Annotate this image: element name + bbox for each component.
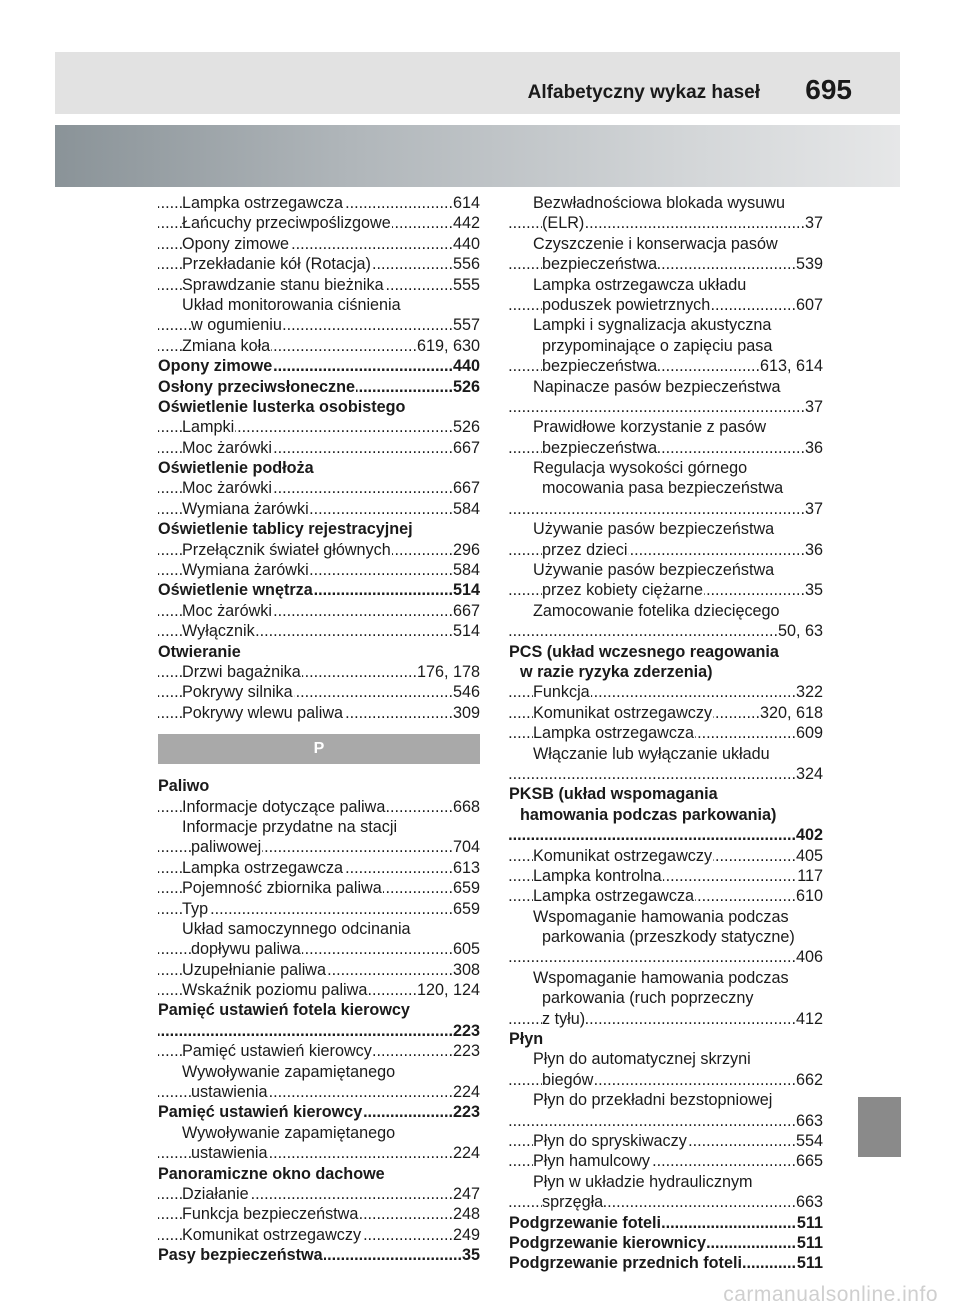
page-ref: 117 — [797, 866, 823, 885]
entry-text: Typ — [182, 899, 209, 918]
page-ref: 511 — [796, 1254, 823, 1273]
entry-text: dopływu paliwa — [191, 940, 301, 959]
entry-text: Osłony przeciwsłoneczne — [158, 377, 356, 396]
entry-text: Bezwładnościowa blokada wysuwu — [533, 194, 785, 212]
index-entry — [509, 1111, 823, 1131]
entry-text: Oświetlenie wnętrza — [158, 581, 313, 600]
page-ref: 619, 630 — [416, 336, 480, 355]
index-entry — [509, 580, 823, 600]
page-ref: 584 — [452, 499, 480, 518]
index-entry — [509, 336, 823, 356]
entry-text: Oświetlenie lusterka osobistego — [158, 397, 406, 416]
index-entry — [158, 1184, 480, 1204]
page-ref: 667 — [452, 438, 480, 457]
entry-text: Funkcja — [533, 683, 590, 702]
index-entry — [158, 560, 480, 580]
index-heading — [509, 642, 823, 662]
entry-text: bezpieczeństwa — [542, 438, 658, 457]
page-ref: 296 — [452, 540, 480, 559]
entry-text: z tyłu) — [542, 1009, 586, 1028]
index-entry — [509, 886, 823, 906]
index-entry — [509, 866, 823, 886]
page-ref: 405 — [795, 846, 823, 865]
page-number: 695 — [805, 74, 852, 105]
index-entry — [158, 540, 480, 560]
entry-text: Wspomaganie hamowania podczas — [533, 968, 789, 987]
entry-text: przez dzieci — [542, 540, 628, 559]
header-title: Alfabetyczny wykaz haseł — [527, 82, 760, 103]
index-heading — [158, 580, 480, 600]
entry-text: Włączanie lub wyłączanie układu — [533, 744, 770, 763]
index-heading — [158, 519, 480, 539]
page-ref: 659 — [452, 899, 480, 918]
page-ref: 440 — [452, 234, 480, 253]
index-entry — [509, 1009, 823, 1029]
page-ref: 324 — [795, 764, 823, 783]
index-entry — [509, 927, 823, 947]
header-band — [55, 125, 900, 187]
index-entry — [509, 519, 823, 539]
page-ref: 176, 178 — [416, 662, 480, 681]
entry-text: Lampki — [182, 418, 235, 437]
entry-text: w razie ryzyka zderzenia) — [520, 662, 713, 681]
page-ref: 555 — [452, 275, 480, 294]
page-ref: 526 — [452, 377, 480, 396]
index-entry — [158, 817, 480, 837]
entry-text: Płyn hamulcowy — [533, 1152, 650, 1171]
index-entry — [509, 540, 823, 560]
page-ref: 37 — [804, 214, 823, 233]
index-heading — [509, 805, 823, 825]
entry-text: Lampki i sygnalizacja akustyczna — [533, 316, 772, 335]
index-entry — [509, 703, 823, 723]
entry-text: Podgrzewanie przednich foteli — [509, 1254, 742, 1273]
page-ref: 557 — [452, 316, 480, 335]
entry-text: Moc żarówki — [182, 479, 272, 498]
entry-text: Napinacze pasów bezpieczeństwa — [533, 377, 781, 396]
page-ref: 50, 63 — [777, 622, 823, 641]
entry-text: w ogumieniu — [191, 316, 282, 335]
index-entry — [509, 1172, 823, 1192]
index-heading — [158, 1164, 480, 1184]
entry-text: Komunikat ostrzegawczy — [182, 1225, 362, 1244]
page-ref: 539 — [795, 255, 823, 274]
entry-text: Zamocowanie fotelika dziecięcego — [533, 601, 780, 620]
page-ref: 610 — [795, 887, 823, 906]
index-entry — [509, 1070, 823, 1090]
index-entry — [158, 1082, 480, 1102]
page-ref: 667 — [452, 479, 480, 498]
index-heading — [509, 662, 823, 682]
index-entry — [158, 797, 480, 817]
entry-text: Informacje dotyczące paliwa — [182, 797, 386, 816]
entry-text: mocowania pasa bezpieczeństwa — [542, 479, 784, 498]
index-column-left — [158, 193, 480, 1266]
entry-text: Używanie pasów bezpieczeństwa — [533, 520, 775, 539]
index-entry — [509, 315, 823, 335]
index-entry — [158, 939, 480, 959]
index-entry — [509, 295, 823, 315]
entry-text: Płyn — [509, 1030, 544, 1049]
page-ref: 526 — [452, 418, 480, 437]
chapter-thumb-tab — [858, 1097, 901, 1157]
entry-text: Wskaźnik poziomu paliwa — [182, 981, 368, 1000]
page-ref: 663 — [795, 1193, 823, 1212]
page-ref: 406 — [795, 948, 823, 967]
index-entry — [158, 1041, 480, 1061]
entry-text: Komunikat ostrzegawczy — [533, 703, 713, 722]
index-entry — [509, 682, 823, 702]
index-list-o — [158, 193, 480, 723]
page-ref: 605 — [452, 940, 480, 959]
page-ref: 556 — [452, 255, 480, 274]
entry-text: Pojemność zbiornika paliwa — [182, 879, 382, 898]
page-ref: 514 — [452, 622, 480, 641]
page-ref: 609 — [795, 724, 823, 743]
page-ref: 442 — [452, 214, 480, 233]
page-ref: 308 — [452, 960, 480, 979]
page-ref: 224 — [452, 1083, 480, 1102]
page-ref: 322 — [795, 683, 823, 702]
entry-text: Lampka ostrzegawcza — [182, 194, 344, 212]
entry-text: Wyłącznik — [182, 622, 255, 641]
entry-text: Lampka ostrzegawcza — [533, 724, 695, 743]
entry-text: ustawienia — [191, 1083, 268, 1102]
index-entry — [509, 601, 823, 621]
index-entry — [509, 213, 823, 233]
entry-text: Paliwo — [158, 777, 210, 796]
entry-text: sprzęgła — [542, 1193, 604, 1212]
entry-text: Lampka ostrzegawcza — [182, 858, 344, 877]
index-heading — [158, 776, 480, 796]
entry-text: Wspomaganie hamowania podczas — [533, 907, 789, 926]
index-entry — [158, 1123, 480, 1143]
entry-text: Pokrywy wlewu paliwa — [182, 703, 344, 722]
index-entry — [158, 234, 480, 254]
watermark: carmanualsonline.info — [723, 1283, 938, 1306]
entry-text: Informacje przydatne na stacji — [182, 817, 398, 836]
entry-text: Przełącznik świateł głównych — [182, 540, 391, 559]
index-entry — [509, 988, 823, 1008]
page-ref: 37 — [804, 397, 823, 416]
entry-text: Płyn w układzie hydraulicznym — [533, 1172, 753, 1191]
entry-text: Opony zimowe — [182, 234, 290, 253]
index-entry — [509, 744, 823, 764]
index-heading — [509, 1029, 823, 1049]
entry-text: Pamięć ustawień kierowcy — [158, 1103, 363, 1122]
page-ref: 668 — [452, 797, 480, 816]
index-heading — [509, 825, 823, 845]
index-entry — [158, 899, 480, 919]
entry-text: parkowania (przeszkody statyczne) — [542, 928, 795, 947]
index-heading — [158, 458, 480, 478]
entry-text: ustawienia — [191, 1144, 268, 1163]
index-entry — [509, 968, 823, 988]
page-ref: 614 — [452, 194, 480, 212]
entry-text: Płyn do automatycznej skrzyni — [533, 1050, 751, 1069]
index-entry — [509, 1090, 823, 1110]
index-heading — [158, 377, 480, 397]
index-heading — [158, 1245, 480, 1265]
entry-text: Pasy bezpieczeństwa — [158, 1246, 323, 1265]
index-heading — [158, 642, 480, 662]
index-entry — [158, 1204, 480, 1224]
index-heading — [158, 1021, 480, 1041]
index-heading — [158, 1000, 480, 1020]
index-entry — [509, 254, 823, 274]
page-ref: 667 — [452, 601, 480, 620]
index-entry — [158, 837, 480, 857]
index-entry — [158, 193, 480, 213]
page-ref: 402 — [795, 826, 823, 845]
page-ref: 248 — [452, 1205, 480, 1224]
page-ref: 320, 618 — [759, 703, 823, 722]
entry-text: Wymiana żarówki — [182, 561, 309, 580]
entry-text: (ELR) — [542, 214, 585, 233]
entry-text: Działanie — [182, 1184, 249, 1203]
entry-text: Płyn do przekładni bezstopniowej — [533, 1091, 773, 1110]
index-entry — [158, 682, 480, 702]
entry-text: Wywoływanie zapamiętanego — [182, 1062, 396, 1081]
entry-text: Przekładanie kół (Rotacja) — [182, 255, 371, 274]
index-entry — [509, 438, 823, 458]
entry-text: Czyszczenie i konserwacja pasów — [533, 234, 778, 253]
index-entry — [158, 254, 480, 274]
page-ref: 554 — [795, 1131, 823, 1150]
entry-text: Lampka ostrzegawcza — [533, 887, 695, 906]
index-heading — [509, 1233, 823, 1253]
index-entry — [158, 438, 480, 458]
entry-text: Zmiana koła — [182, 336, 271, 355]
page-ref: 662 — [795, 1070, 823, 1089]
index-entry — [158, 478, 480, 498]
index-heading — [158, 397, 480, 417]
entry-text: Komunikat ostrzegawczy — [533, 846, 713, 865]
page-ref: 607 — [795, 295, 823, 314]
index-entry — [158, 1225, 480, 1245]
index-entry — [158, 336, 480, 356]
entry-text: Moc żarówki — [182, 438, 272, 457]
index-entry — [509, 947, 823, 967]
page-ref: 35 — [804, 581, 823, 600]
index-heading — [158, 1102, 480, 1122]
index-entry — [509, 1192, 823, 1212]
entry-text: Panoramiczne okno dachowe — [158, 1164, 385, 1183]
entry-text: Funkcja bezpieczeństwa — [182, 1205, 359, 1224]
index-list-p — [158, 776, 480, 1265]
index-entry — [158, 295, 480, 315]
index-heading — [509, 784, 823, 804]
entry-text: Regulacja wysokości górnego — [533, 459, 748, 478]
entry-text: Pamięć ustawień fotela kierowcy — [158, 1001, 410, 1020]
entry-text: Uzupełnianie paliwa — [182, 960, 326, 979]
page-ref: 613, 614 — [759, 357, 823, 376]
page-ref: 440 — [452, 357, 480, 376]
entry-text: Łańcuchy przeciwpoślizgowe — [182, 214, 391, 233]
page-ref: 120, 124 — [416, 981, 480, 1000]
index-entry — [509, 764, 823, 784]
index-entry — [509, 846, 823, 866]
page-ref: 223 — [452, 1042, 480, 1061]
entry-text: PKSB (układ wspomagania — [509, 785, 718, 804]
index-heading — [158, 356, 480, 376]
entry-text: Otwieranie — [158, 642, 241, 661]
page-ref: 37 — [804, 499, 823, 518]
page-ref: 663 — [795, 1111, 823, 1130]
entry-text: Drzwi bagażnika — [182, 662, 301, 681]
index-entry — [158, 275, 480, 295]
index-entry — [509, 478, 823, 498]
index-entry — [158, 878, 480, 898]
entry-text: przypominające o zapięciu pasa — [542, 336, 773, 355]
page-ref: 514 — [452, 581, 480, 600]
index-entry — [158, 919, 480, 939]
entry-text: Moc żarówki — [182, 601, 272, 620]
page-ref: 249 — [452, 1225, 480, 1244]
index-entry — [509, 356, 823, 376]
index-entry — [158, 703, 480, 723]
index-heading — [509, 1213, 823, 1233]
entry-text: Używanie pasów bezpieczeństwa — [533, 561, 775, 580]
page-ref: 35 — [461, 1246, 480, 1265]
entry-text: biegów — [542, 1070, 594, 1089]
page-ref: 223 — [452, 1021, 480, 1040]
index-entry — [158, 315, 480, 335]
index-entry — [158, 662, 480, 682]
page-ref: 223 — [452, 1103, 480, 1122]
index-entry — [158, 1062, 480, 1082]
entry-text: Oświetlenie podłoża — [158, 459, 314, 478]
page-ref: 704 — [452, 838, 480, 857]
index-entry — [158, 213, 480, 233]
index-entry — [158, 1143, 480, 1163]
index-entry — [509, 499, 823, 519]
entry-text: przez kobiety ciężarne — [542, 581, 704, 600]
index-entry — [509, 397, 823, 417]
page-ref: 511 — [796, 1233, 823, 1252]
entry-text: Opony zimowe — [158, 357, 273, 376]
page-ref: 665 — [795, 1152, 823, 1171]
page-header — [55, 52, 900, 114]
page-ref: 247 — [452, 1184, 480, 1203]
index-column-right — [509, 193, 823, 1274]
index-entry — [509, 377, 823, 397]
page-ref: 584 — [452, 561, 480, 580]
index-entry — [158, 960, 480, 980]
entry-text: Wywoływanie zapamiętanego — [182, 1123, 396, 1142]
index-entry — [158, 980, 480, 1000]
entry-text: Oświetlenie tablicy rejestracyjnej — [158, 520, 413, 539]
index-entry — [509, 193, 823, 213]
index-entry — [158, 601, 480, 621]
index-list-p-continued — [509, 193, 823, 1274]
entry-text: Podgrzewanie foteli — [509, 1213, 662, 1232]
entry-text: parkowania (ruch poprzeczny — [542, 989, 754, 1008]
entry-text: Płyn do spryskiwaczy — [533, 1131, 687, 1150]
entry-text: paliwowej — [191, 838, 262, 857]
entry-text: Wymiana żarówki — [182, 499, 309, 518]
index-entry — [509, 560, 823, 580]
page-ref: 224 — [452, 1144, 480, 1163]
page-ref: 659 — [452, 879, 480, 898]
index-entry — [158, 499, 480, 519]
entry-text: Pamięć ustawień kierowcy — [182, 1042, 372, 1061]
entry-text: poduszek powietrznych — [542, 295, 711, 314]
entry-text: bezpieczeństwa — [542, 255, 658, 274]
index-entry — [158, 858, 480, 878]
page-ref: 412 — [795, 1009, 823, 1028]
index-entry — [509, 275, 823, 295]
page-ref: 546 — [452, 683, 480, 702]
index-entry — [509, 907, 823, 927]
index-entry — [158, 417, 480, 437]
entry-text: hamowania podczas parkowania) — [520, 805, 777, 824]
page-ref: 309 — [452, 703, 480, 722]
entry-text: PCS (układ wczesnego reagowania — [509, 642, 779, 661]
section-letter-bar: P — [158, 734, 480, 764]
index-entry — [509, 417, 823, 437]
page-ref: 36 — [804, 438, 823, 457]
entry-text: bezpieczeństwa — [542, 357, 658, 376]
page-ref: 511 — [796, 1213, 823, 1232]
entry-text: Pokrywy silnika — [182, 683, 293, 702]
entry-text: Lampka kontrolna — [533, 866, 662, 885]
index-entry — [509, 621, 823, 641]
page-ref: 613 — [452, 858, 480, 877]
index-heading — [509, 1253, 823, 1273]
index-entry — [509, 723, 823, 743]
entry-text: Układ monitorowania ciśnienia — [182, 295, 401, 314]
entry-text: Lampka ostrzegawcza układu — [533, 275, 747, 294]
page-ref: 36 — [804, 540, 823, 559]
index-entry — [509, 234, 823, 254]
index-entry — [509, 1049, 823, 1069]
entry-text: Sprawdzanie stanu bieżnika — [182, 275, 384, 294]
index-entry — [509, 458, 823, 478]
entry-text: Podgrzewanie kierownicy — [509, 1233, 707, 1252]
entry-text: Układ samoczynnego odcinania — [182, 919, 411, 938]
index-entry — [158, 621, 480, 641]
index-entry — [509, 1131, 823, 1151]
entry-text: Prawidłowe korzystanie z pasów — [533, 418, 767, 437]
index-entry — [509, 1151, 823, 1171]
